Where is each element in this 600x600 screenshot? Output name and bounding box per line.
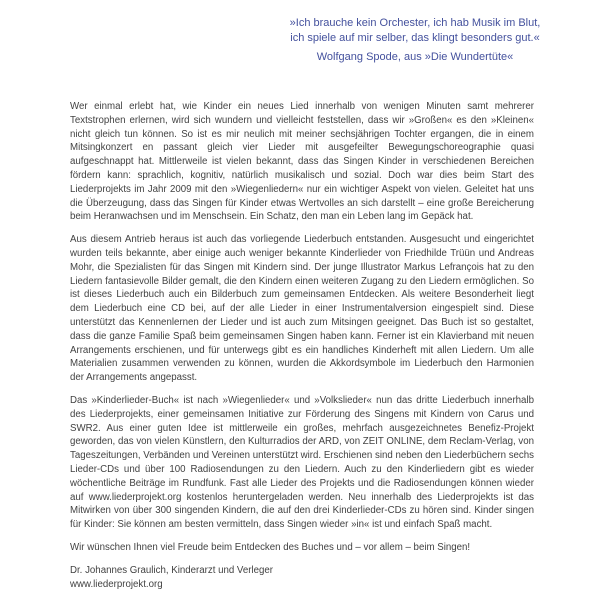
foreword-paragraph-1: Wer einmal erlebt hat, wie Kinder ein neues Lied innerhalb von wenigen Minuten samt mehrerer Textstrophen erlernen, wird sich wundern und vielleicht feststellen, dass wir »Großen« es den »Kleinen« nicht gleich tun können. So ist es mir neulich mit meiner sechsjährigen Tochter ergangen, die in einem Mitsingkonzert en passant gleich vier Lieder mit ausgefeilter Bewegungschoreographie quasi aufgeschnappt hat. Mittlerweile ist vielen bekannt, dass das Singen Kinder in verschiedenen Bereichen fördern kann: sprachlich, kognitiv, natürlich musikalisch und sozial. Doch war dies beim Start des Liederprojekts im Jahr 2009 mit den »Wiegenliedern« nur ein wichtiger Aspekt von vielen. Geleitet hat uns die Überzeugung, dass das Singen für Kinder etwas Wertvolles an sich darstellt – eine große Bereicherung beim Heranwachsen und im Menschsein. Ein Schatz, den man ein Leben lang im Gepäck hat. [70, 101, 534, 223]
quote-attribution: Wolfgang Spode, aus »Die Wundertüte« [316, 51, 514, 63]
quote-line-1: »Ich brauche kein Orchester, ich hab Musik im Blut, [289, 17, 541, 29]
signature-name: Dr. Johannes Graulich, Kinderarzt und Verleger [70, 564, 274, 576]
quote-line-2: ich spiele auf mir selber, das klingt besonders gut.« [290, 32, 540, 44]
foreword-text [70, 100, 534, 591]
epigraph-quote [230, 16, 600, 65]
signature-block [70, 564, 534, 592]
foreword-paragraph-2: Aus diesem Antrieb heraus ist auch das vorliegende Liederbuch entstanden. Ausgesucht und eingerichtet wurden teils bekannte, aber einige auch weniger bekannte Kinderlieder von Friedhilde Trüün und Andreas Mohr, die Spezialisten für das Singen mit Kindern sind. Der junge Illustrator Markus Lefrançois hat zu den Liedern fantasievolle Bilder gemalt, die den Kindern einen weiteren Zugang zu den Liedern ermöglichen. So ist dieses Liederbuch auch ein Bilderbuch zum gemeinsamen Entdecken. Als weitere Besonderheit liegt dem Liederbuch eine CD bei, auf der alle Lieder in einer Instrumentalversion eingespielt sind. Diese unterstützt das Kennenlernen der Lieder und ist auch zum Mitsingen geeignet. Das Buch ist so gestaltet, dass die ganze Familie Spaß beim gemeinsamen Singen haben kann. Ferner ist ein Klavierband mit neuen Arrangements erschienen, und für unterwegs gibt es ein handliches Kinderheft mit allen Liedern. Um alle Materialien zusammen verwenden zu können, wurden die Akkordsymbole im Liederbuch den Harmonien der Arrangements angepasst. [70, 234, 534, 384]
signature-website: www.liederprojekt.org [70, 578, 163, 590]
closing-line: Wir wünschen Ihnen viel Freude beim Entdecken des Buches und – vor allem – beim Singen! [70, 541, 471, 553]
foreword-paragraph-3: Das »Kinderlieder-Buch« ist nach »Wiegenlieder« und »Volkslieder« nun das dritte Liederbuch innerhalb des Liederprojekts, einer gemeinsamen Initiative zur Förderung des Singens mit Kindern von Carus und SWR2. Aus einer guten Idee ist mittlerweile ein großes, mehrfach ausgezeichnetes Benefiz-Projekt geworden, das von vielen Künstlern, den Kulturradios der ARD, von ZEIT ONLINE, dem Reclam-Verlag, von Tageszeitungen, Verbänden und Vereinen unterstützt wird. Erschienen sind neben den Liederbüchern sechs Lieder-CDs und über 100 Radiosendungen zu den Liedern. Auch zu den Kinderliedern gibt es wieder wöchentliche Beiträge im Rundfunk. Fast alle Lieder des Projekts und die Radiosendungen können wieder auf www.liederprojekt.org kostenlos heruntergeladen werden. Neu innerhalb des Liederprojekts ist das Mitwirken von über 300 singenden Kindern, die auf den drei Kinderlieder-CDs zu hören sind. Kinder singen für Kinder: Sie können am besten vermitteln, dass Singen wieder »in« ist und einfach Spaß macht. [70, 394, 534, 531]
